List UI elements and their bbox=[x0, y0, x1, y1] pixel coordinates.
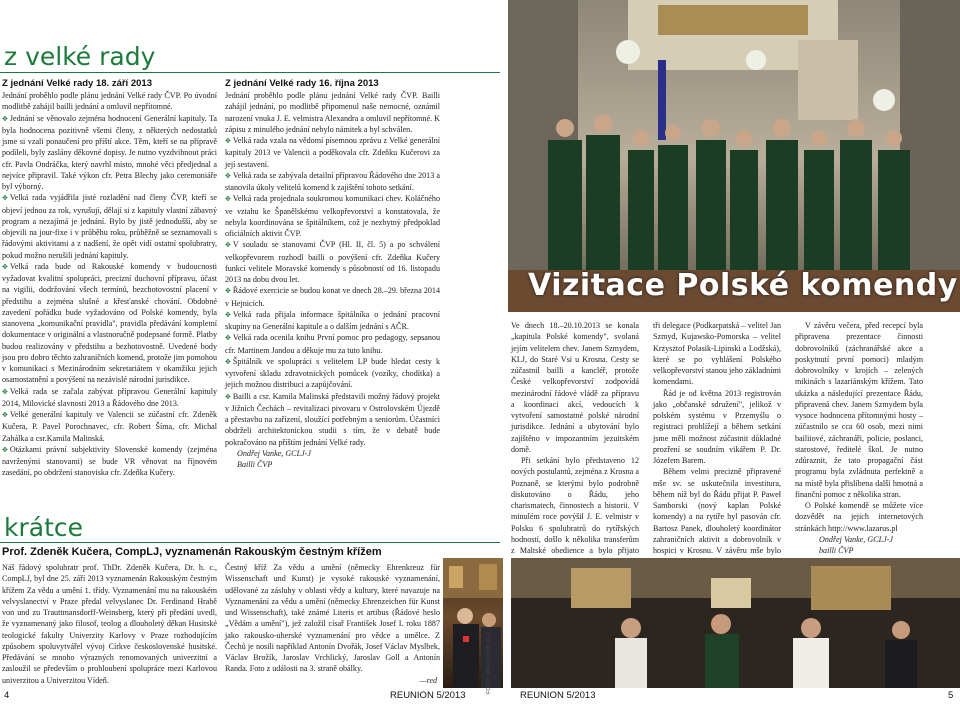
article-heading: Z jednání Velké rady 16. října 2013 bbox=[225, 78, 379, 89]
section-rule bbox=[0, 72, 500, 73]
article-kucera-col1: Náš řádový spolubratr prof. ThDr. Zdeněk Kučera, Dr. h. c., CompLJ, byl dne 25. září 2013 vyznamenán Rakouským čestným křížem Za vědu a umění 1. třídy. Vyznamenání mu na rakouském velvyslanectví v Praze předal velvyslanec Dr. Ferdinand Hrabě von und zu Trauttmansdorff-Weinsberg, který při předání uvedl, že vyznamenaný jako filosof, teolog a dlouholetý děkan Husitské teologické fakulty Univerzity Karlovy v Praze rozhodujícím způsobem spoluvytvářel vývoj Církve československé husitské. Předávání se mnoho výrazných renomovaných univerzitní a zasloužil se především o prohloubení spolupráce mezi Karlovou univerzitou a Univerzitou Vídeň. bbox=[2, 563, 217, 685]
visitation-col2 bbox=[653, 320, 781, 568]
paragraph: Během velmi precizně připravené mše sv. se uskutečnila investitura, během níž byl do Řádu přijat P. Paweł Samborski (nový kaplan Polské komendy) a na rytíře byl pasován cfr. Bartosz Panek, dlouholetý koordinátor zahraničních aktivit a dobrovolník v hospici v Krosnu. V závěru mše bylo bbox=[653, 467, 781, 555]
paragraph: Řád je od května 2013 registrován jako „občanské sdružení", jelikož v polském systému v Przemyślu o registraci prohlížejí a během setkání jsme měli možnost zúčastnit důkladné prozření se soudním vikářem P. Dr. Józefem Barem. bbox=[653, 388, 781, 465]
visitation-col1 bbox=[511, 320, 639, 568]
paragraph: Jednání proběhlo podle plánu jednání Velké rady ČVP. Po úvodní modlitbě zahájil bailli jednání a omluvil nepřítomné. bbox=[2, 91, 217, 112]
signature-name: Ondřej Vanke, GCLJ-J bbox=[819, 534, 893, 544]
paragraph: ✥ Jednání se věnovalo zejména hodnocení Generální kapituly. Ta byla hodnocena pozitivně všemi členy, z některých nedostatků jsme si vzali ponaučení pro příští akce. Těm, kteří se na přípravě podíleli, byly zaslány děkovné dopisy. Je nutno vyzdvihnout práci cfr. Pavla Ondráčka, který navrhl místo, mnohé věci předjednal a nejvíce připravil. Také výkon cfr. Petra Blechy jako ceremoniáře byl výborný. bbox=[2, 113, 217, 191]
page-number-left: 4 bbox=[4, 690, 10, 701]
visitation-col3 bbox=[795, 320, 923, 556]
paragraph: ✥ Špitálník ve spolupráci s velitelem LP bude hledat cesty k vytvoření skladu zdravotnických pomůcek (vozíky, chodítka) a jejich možnou distribuci a zapůjčování. bbox=[225, 356, 440, 390]
bullet-cross-icon: ✥ bbox=[2, 114, 8, 123]
paragraph: ✥ Velká rada se zabývala detailní přípravou Řádového dne 2013 a stanovila úkoly velitelů komend k zajištění tohoto setkání. bbox=[225, 170, 440, 192]
article-signature: —red bbox=[419, 676, 437, 685]
photo-investiture bbox=[508, 0, 960, 312]
photo-award-ceremony bbox=[443, 558, 503, 688]
paragraph: ✥ Velká rada vyjádřila jisté rozladění nad členy ČVP, kteří se objeví jednou za rok, vyrušují, dělají si z kapituly vlastní zábavný program a nezajímá je jednání. Bylo by jistě jednodušší, aby se objevili na jour-fixe i v průběhu roku, průběžně se seznamovali s řádovými aktivitami a z nadšení, že opět vidí ostatní spolubratry, pokud možno nerušili jednání kapituly. bbox=[2, 193, 217, 260]
bullet-cross-icon: ✥ bbox=[225, 137, 231, 145]
bullet-cross-icon: ✥ bbox=[2, 262, 8, 271]
paragraph: ✥ Otázkami právní subjektivity Slovenské komendy (zejména navrženými stanovami) se bude VR věnovat na říjnovém zasedání, po obdržení stanoviska cfr. Zdeňka Kučery. bbox=[2, 444, 217, 478]
article-heading-kucera: Prof. Zdeněk Kučera, CompLJ, vyznamenán Rakouským čestným křížem bbox=[2, 546, 382, 558]
signature-name: Ondřej Vanke, GCLJ-J bbox=[237, 448, 311, 458]
paragraph: ✥ Řádové exercicie se budou konat ve dnech 28.–29. března 2014 v Hejnicích. bbox=[225, 286, 440, 308]
section-title-kratce: krátce bbox=[4, 513, 84, 542]
article-heading: Z jednání Velké rady 18. září 2013 bbox=[2, 78, 152, 89]
paragraph: ✥ Velká rada projednala soukromou komunikaci chev. Koláčného ve vztahu ke Španělskému velkopřevorství a konstatovala, že nebyla koordinována se špitálníkem, což je nezbytný předpoklad oficiálních aktivit ČVP. bbox=[225, 194, 440, 238]
paragraph: V závěru večera, před recepcí byla připravena prezentace činnosti dobrovolníků (záchranářské akce a poskytnutí první pomoci) mladým dobrovolníky v krojích – zelených mikinách s lazariánským křížem. Tato ukázka a následující prezentace Řádu, připravená chev. Janem Szmydem byla vysoce hodnocena přítomnými hosty – zúčastnilo se cca 60 osob, mezi nimi bailiiové, záchranáři, policie, poslanci, starostové, ředitelé škol. Je nutno zdůraznit, že tato propagační část programu byla zvládnuta perfektně a na místě byla přislíbena další hmotná a finanční pomoc z několika stran. bbox=[795, 321, 923, 499]
photo-caption: Vizitace Polské komendy bbox=[528, 268, 958, 303]
paragraph: ✥ Velká rada vzala na vědomí písemnou zprávu z Velké generální kapituly 2013 ve Valencii a poděkovala cfr. Zdeňku Kučerovi za její sestavení. bbox=[225, 136, 440, 169]
photo-illustration bbox=[443, 558, 503, 688]
footer-right: REUNION 5/2013 bbox=[520, 690, 596, 701]
section-rule bbox=[0, 542, 500, 543]
article-velka-rada-rijen bbox=[225, 78, 440, 470]
bullet-cross-icon: ✥ bbox=[225, 392, 231, 401]
photo-mass bbox=[511, 558, 960, 688]
paragraph: ✥ Velká rada bude od Rakouské komendy v budoucnosti vyžadovat kvalitní spolupráci, precizní duchovní přípravu, účast na vigilii, dodržování všech termínů, bezchotovostní placení v předstihu a zejména slušné a křesťanské chování. Obdobné zavedení pořádku bude vyžadováno od Polské komendy, byla stanovena „komunikační pravidla", pravidla předávání kompletní dokumentace v originální a vlastnoručně podepsané formě. Platby budou realizovány v předstihu a bezhotovostně. Uvedené body jsou pro dobro těchto zahraničních komend, protože jim pomohou v komunikaci s Mezinárodním sekretariátem v okamžiku jejich osamostatnění a povýšení na nezávislé národní jurisdikce. bbox=[2, 261, 217, 385]
paragraph: ✥ V souladu se stanovami ČVP (Hl. II, čl. 5) a po schválení velkopřevorem rozhodl bailli o povýšení cfr. Zdeňka Kučery funkcí velitele Moravské komendy s působností od 16. listopadu 2013 na dobu dvou let. bbox=[225, 240, 440, 284]
bullet-cross-icon: ✥ bbox=[225, 334, 231, 343]
page-number-right: 5 bbox=[948, 690, 954, 701]
article-kucera-col2: Čestný kříž Za vědu a umění (německy Ehrenkreuz für Wissenschaft und Kunst) je vysoké rakouské vyznamenání, udělované za zásluhy v oblasti vědy a kultury, které navazuje na Vyznamenání za vědu a umění (německy Ehrenzeichen für Kunst und Wissenschaft), také známé Literis et artibus (Řádové heslo „Vědám a umění"), jež založil císař František Josef I. roku 1887 jako rakousko-uherské vyznamenání pro vědce a umělce. Z Čechů je nosili například Antonín Dvořák, Josef Václav Myslbek, Václav Brožík, Jaroslav Vrchlický, Jaroslav Goll a Antonín Randa. Foto z události na 3. straně obálky. bbox=[225, 563, 440, 674]
article-body bbox=[225, 90, 440, 470]
article-velka-rada-zari bbox=[2, 78, 217, 479]
photo-illustration bbox=[508, 0, 960, 312]
section-title-velke-rady: z velké rady bbox=[4, 42, 156, 71]
bullet-cross-icon: ✥ bbox=[2, 411, 8, 419]
paragraph: ✥ Velké generální kapituly ve Valencii se zúčastní cfr. Zdeněk Kučera, P. Pavel Porochnavec, cfr. Robert Šíma, cfr. Michal Zahálka a csr.Kamila Malinská. bbox=[2, 410, 217, 443]
bullet-cross-icon: ✥ bbox=[225, 195, 231, 204]
bullet-cross-icon: ✥ bbox=[2, 387, 8, 396]
bullet-cross-icon: ✥ bbox=[2, 194, 8, 203]
paragraph: ✥ Velká rada ocenila knihu První pomoc pro pedagogy, sepsanou cfr. Martinem Jandou a děkuje mu za tuto knihu. bbox=[225, 333, 440, 355]
bullet-cross-icon: ✥ bbox=[2, 445, 8, 454]
paragraph: ✥ Velká rada se začala zabývat přípravou Generální kapituly 2014, Milovické slavnosti 2013 a Řádového dne 2013. bbox=[2, 386, 217, 408]
paragraph: O Polské komendě se můžete více dozvědět na jejich internetových stránkách http://www.lazarus.pl bbox=[795, 501, 923, 533]
paragraph: ✥ Velká rada přijala informace špitálníka o jednání pracovní skupiny na Generální kapitule a o dalším jednání s AČR. bbox=[225, 309, 440, 331]
bullet-cross-icon: ✥ bbox=[225, 357, 231, 366]
paragraph: Ve dnech 18.–20.10.2013 se konala „kapitula Polské komendy", svolaná jejím velitelem chev. Janem Szmydem, KLJ, do Staré Vsi u Krosna. Cesty se zúčastnil bailli a kancléř, protože České velkopřevorství zodpovídá mezinárodní řádové vládě za přípravu a koordinaci akcí, vedoucích k vytvoření samostatné polské národní jurisdikce. Jednání a ubytování bylo zajištěno v impozantním jezuitském domě. bbox=[511, 321, 639, 454]
signature-title: Bailli ČVP bbox=[237, 460, 273, 469]
photo-illustration bbox=[511, 558, 960, 688]
paragraph: Jednání proběhlo podle plánu jednání Velké rady ČVP. Bailli zahájil jednání, po modlitbě připomenul naše nemocné, oznámil narození vnuka J. E. velmistra Alexandra a omluvil nepřítomné. K zápisu z minulého jednání nebylo námitek a byl schválen. bbox=[225, 91, 440, 134]
bullet-cross-icon: ✥ bbox=[225, 171, 231, 180]
article-body bbox=[2, 90, 217, 479]
paragraph: Při setkání bylo představeno 12 nových postulantů, zejména z Krosna a Poznaně, se kterými bylo podrobně diskutováno o Řádu, jeho charismatech, činnostech a historii. V minulém roce povýšil J. E. velmistr v Polsku 6 spolubratrů do rytířských hodností, došlo k několika transferům z Maltské obedience a bylo přijato bbox=[511, 456, 639, 555]
bullet-cross-icon: ✥ bbox=[225, 310, 231, 319]
paragraph: tři delegace (Podkarpatská – velitel Jan Szmyd, Kujawsko-Pomorska – velitel Krzysztof Polasik-Lipinski a Lodžská), které se po vyhlášení Polského velkopřevorství stanou jeho základními komendami. bbox=[653, 321, 781, 387]
photo-credit: FOTO: JAN SZMYD, KLJ bbox=[486, 632, 492, 694]
bullet-cross-icon: ✥ bbox=[225, 241, 231, 250]
signature-title: bailli ČVP bbox=[819, 546, 854, 555]
bullet-cross-icon: ✥ bbox=[225, 287, 231, 296]
footer-left: REUNION 5/2013 bbox=[390, 690, 466, 701]
paragraph: ✥ Bailli a csr. Kamila Malinská představili možný řádový projekt v Jižních Čechách – revitalizaci pivovaru v Ostrolovském Újezdě a přestavbu na zařízení, sloužící potřebným a seniorům. Účastníci obdrželi architektonickou studii s tím, že v debatě bude pokračováno na příštím jednání Velké rady. bbox=[225, 391, 440, 447]
